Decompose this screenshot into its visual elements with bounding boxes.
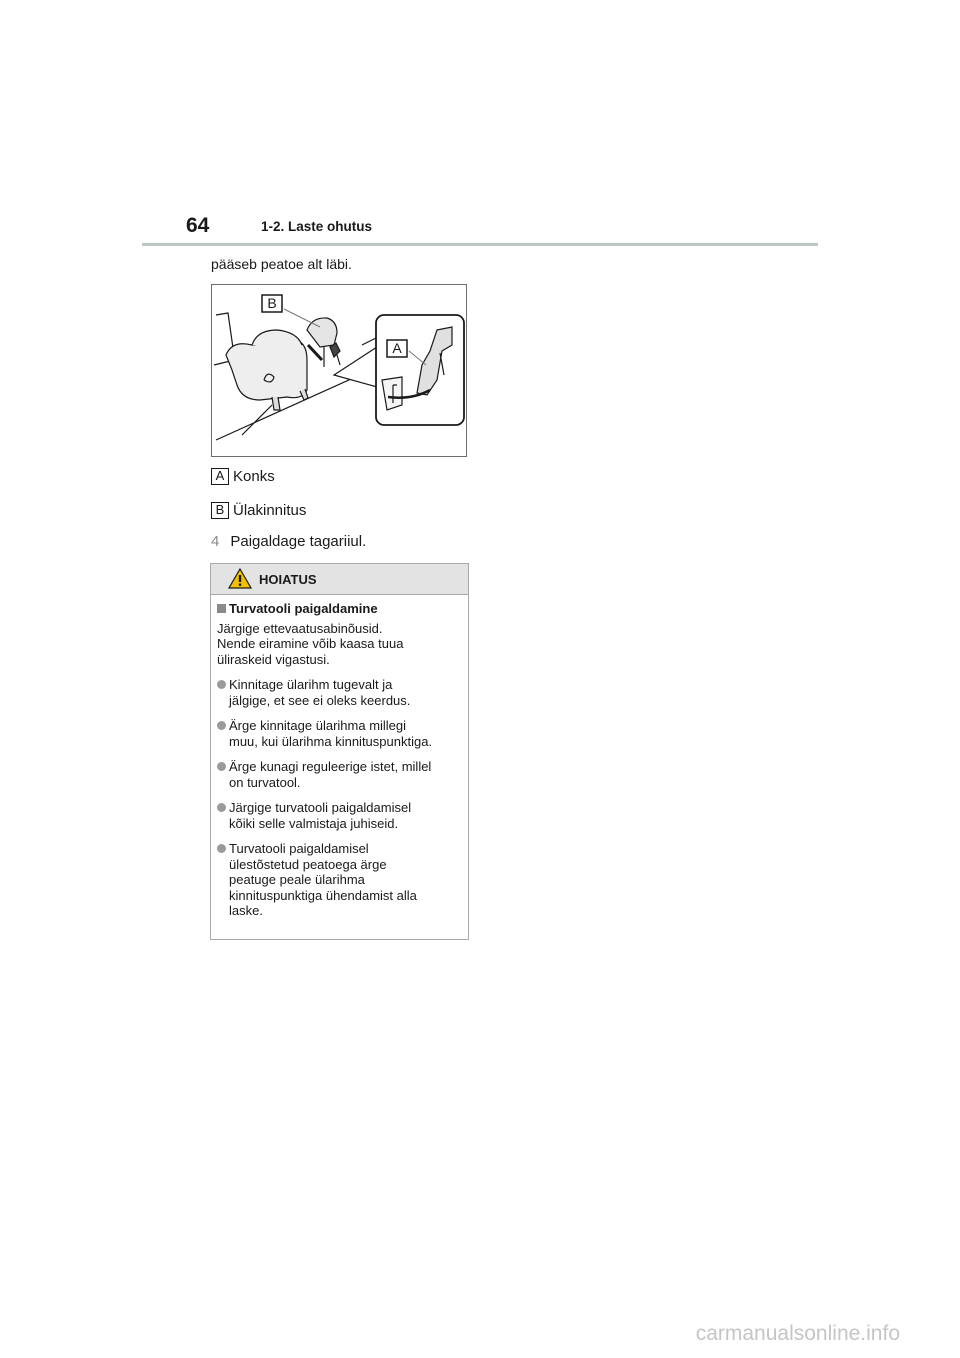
warning-bullet: Järgige turvatooli paigaldamisel kõiki selle valmistaja juhiseid. (217, 800, 462, 831)
bullet-dot-icon (217, 721, 229, 730)
bullet-dot-icon (217, 762, 229, 771)
warning-intro: Järgige ettevaatusabinõusid. Nende eiramine võib kaasa tuua üliraskeid vigastusi. (217, 620, 404, 667)
legend-key-a: A (211, 468, 229, 485)
warning-body (211, 595, 468, 919)
warning-title: HOIATUS (259, 572, 317, 587)
legend-item-a (211, 468, 275, 485)
warning-triangle-icon (228, 568, 252, 589)
child-seat-illustration (211, 284, 467, 457)
warning-bullet: Ärge kinnitage ülarihma millegi muu, kui ülarihma kinnituspunktiga. (217, 718, 462, 749)
warning-bullet: Turvatooli paigaldamisel ülestõstetud peatoega ärge peatuge peale ülarihma kinnituspunktiga ühendamist alla laske. (217, 841, 462, 919)
figure-label-b: B (267, 295, 277, 311)
watermark: carmanualsonline.info (695, 1322, 900, 1345)
bullet-dot-icon (217, 680, 229, 689)
figure-label-a: A (392, 340, 402, 356)
section-title: 1-2. Laste ohutus (261, 219, 373, 234)
step-text: Paigaldage tagariiul. (230, 533, 367, 550)
bullet-dot-icon (217, 803, 229, 812)
illustration-svg (212, 285, 466, 456)
intro-text: pääseb peatoe alt läbi. (211, 256, 352, 272)
step-4 (211, 533, 366, 550)
warning-bullet: Kinnitage ülarihm tugevalt ja jälgige, et see ei oleks keerdus. (217, 677, 462, 708)
warning-bullet: Ärge kunagi reguleerige istet, millel on turvatool. (217, 759, 462, 790)
bullet-dot-icon (217, 844, 229, 853)
warning-box (210, 563, 469, 940)
square-bullet-icon (217, 604, 226, 613)
header-rule (142, 243, 818, 246)
legend-key-b: B (211, 502, 229, 519)
legend-text-a: Konks (233, 468, 275, 485)
warning-header (211, 564, 468, 595)
page-number: 64 (186, 214, 210, 237)
legend-text-b: Ülakinnitus (233, 502, 307, 519)
warning-subtitle: Turvatooli paigaldamine (217, 601, 462, 617)
step-number: 4 (211, 533, 220, 550)
legend-item-b (211, 502, 306, 519)
